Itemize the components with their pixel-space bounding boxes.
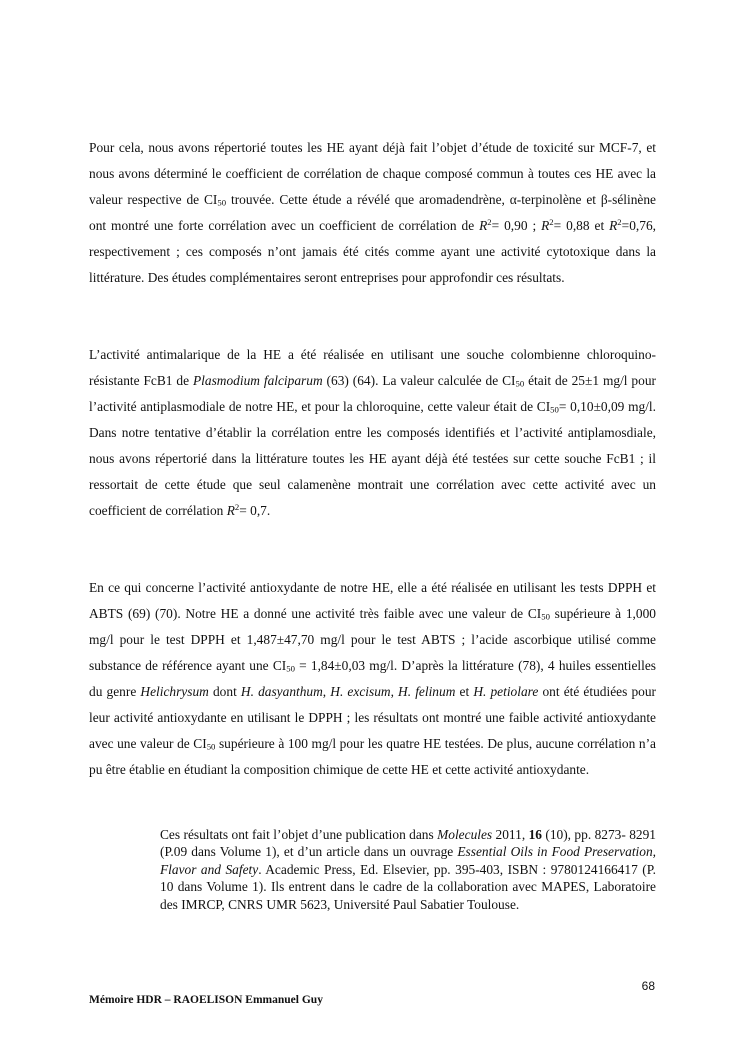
footer-title: Mémoire HDR – RAOELISON Emmanuel Guy (89, 994, 323, 1006)
paragraph-cytotoxicity: Pour cela, nous avons répertorié toutes les HE ayant déjà fait l’objet d’étude de toxicité sur MCF-7, et nous avons déterminé le coefficient de corrélation de chaque composé commun à toutes ces HE avec la valeur respective de $CI_{50}$ trouvée. Cette étude a révélé que aromadendrène, α-terpinolène et β-sélinène ont montré une forte corrélation avec un coefficient de corrélation de $R^2= 0,90$ ; $R^2= 0,88$ et $R^2=0,76$, respectivement ; ces composés n’ont jamais été cités comme ayant une activité cytotoxique dans la littérature. Des études complémentaires seront entreprises pour approfondir ces résultats. (89, 140, 657, 285)
paragraph-antioxidant: En ce qui concerne l’activité antioxydante de notre HE, elle a été réalisée en utilisant les tests DPPH et ABTS (69) (70). Notre HE a donné une activité très faible avec une valeur de $CI_{50}$ supérieure à 1,000 mg/l pour le test DPPH et 1,487±47,70 mg/l pour le test ABTS ; l’acide ascorbique utilisé comme substance de référence ayant une $CI_{50} = 1,84\pm 0,03$ mg/l. D’après la littérature (78), 4 huiles essentielles du genre Helichrysum dont H. dasyanthum, H. excisum, H. felinum et H. petiolare ont été étudiées pour leur activité antioxydante en utilisant le DPPH ; les résultats ont montré une faible activité antioxydante avec une valeur de $CI_{50}$ supérieure à 100 mg/l pour les quatre HE testées. De plus, aucune corrélation n’a pu être établie en étudiant la composition chimique de cette HE et cette activité antioxydante. (89, 580, 656, 777)
publication-note: Ces résultats ont fait l’objet d’une publication dans Molecules 2011, 16 (10), pp. 8273- 8291 (P.09 dans Volume 1), et d’un article dans un ouvrage Essential Oils in Food Preservation, Flavor and Safety. Academic Press, Ed. Elsevier, pp. 395-403, ISBN : 9780124166417 (P. 10 dans Volume 1). Ils entrent dans le cadre de la collaboration avec MAPES, Laboratoire des IMRCP, CNRS UMR 5623, Université Paul Sabatier Toulouse. (160, 827, 657, 912)
paragraph-antimalarial: L’activité antimalarique de la HE a été réalisée en utilisant une souche colombienne chloroquino-résistante FcB1 de Plasmodium falciparum (63) (64). La valeur calculée de $CI_{50}$ était de 25±1 mg/l pour l’activité antiplasmodiale de notre HE, et pour la chloroquine, cette valeur était de $CI_{50}= 0,10\pm 0,09$ mg/l. Dans notre tentative d’établir la corrélation entre les composés identifiés et l’activité antiplamosdiale, nous avons répertorié dans la littérature toutes les HE ayant déjà été testées sur cette souche FcB1 ; il ressortait de cette étude que seul calamenène montrait une corrélation avec cette activité avec un coefficient de corrélation $R^2= 0,7$. (89, 347, 656, 518)
page-number: 68 (641, 979, 655, 993)
